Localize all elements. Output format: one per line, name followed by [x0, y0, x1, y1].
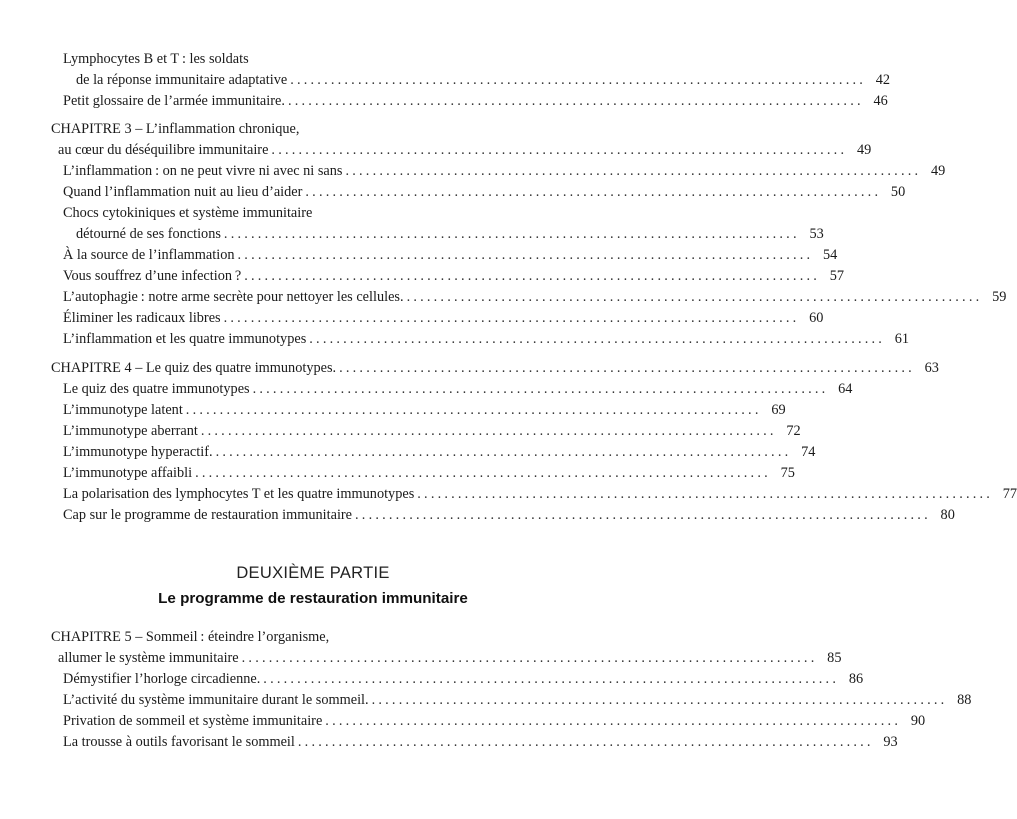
page-number: 90: [910, 713, 926, 729]
toc-entry-title: Le quiz des quatre immunotypes: [63, 381, 250, 397]
toc-entry[interactable]: [63, 421, 801, 441]
chapter-heading: [51, 627, 329, 647]
toc-entry[interactable]: [63, 161, 946, 181]
page-number: 59: [992, 289, 1007, 305]
toc-entry-title: L’immunotype hyperactif.: [63, 444, 213, 460]
toc-entry[interactable]: [76, 70, 891, 90]
toc-entry-title: Lymphocytes B et T : les soldats: [63, 51, 249, 67]
leader-dots: .....................................................................................: [215, 444, 792, 460]
leader-dots: .....................................................................................: [263, 671, 840, 687]
toc-entry[interactable]: [76, 224, 824, 244]
toc-entry[interactable]: [63, 91, 888, 111]
page-number: 64: [838, 381, 853, 397]
page-number: 42: [875, 72, 891, 88]
toc-entry[interactable]: [63, 266, 845, 286]
toc-entry[interactable]: [63, 463, 795, 483]
page-number: 50: [890, 184, 906, 200]
toc-entry[interactable]: [58, 140, 872, 160]
page-number: 61: [894, 331, 910, 347]
toc-entry-title: Éliminer les radicaux libres: [63, 310, 221, 326]
leader-dots: .....................................................................................: [244, 268, 821, 284]
toc-entry-title: Cap sur le programme de restauration immunitaire: [63, 507, 353, 523]
toc-entry[interactable]: [63, 379, 853, 399]
leader-dots: .....................................................................................: [252, 381, 829, 397]
page-number: 85: [827, 650, 842, 666]
toc-entry-title: Chocs cytokiniques et système immunitaire: [63, 205, 313, 221]
toc-entry-title: La trousse à outils favorisant le sommeil: [63, 734, 295, 750]
leader-dots: .....................................................................................: [417, 486, 994, 502]
toc-entry[interactable]: [58, 648, 842, 668]
toc-entry[interactable]: [63, 329, 910, 349]
chapter-title: CHAPITRE 4 – Le quiz des quatre immunotypes.: [51, 360, 337, 376]
page-number: 69: [771, 402, 786, 418]
toc-entry-title: détourné de ses fonctions: [76, 226, 221, 242]
toc-entry[interactable]: [63, 711, 926, 731]
chapter-title: CHAPITRE 5 – Sommeil : éteindre l’organisme,: [51, 629, 330, 645]
page-number: 57: [829, 268, 845, 284]
page-number: 80: [940, 507, 955, 523]
toc-entry[interactable]: [63, 245, 838, 265]
toc-entry-title: L’autophagie : notre arme secrète pour nettoyer les cellules.: [63, 289, 404, 305]
toc-entry[interactable]: [63, 400, 786, 420]
part-label: DEUXIÈME PARTIE: [236, 564, 390, 582]
page-number: 77: [1002, 486, 1017, 502]
chapter-title: CHAPITRE 3 – L’inflammation chronique,: [51, 121, 300, 137]
toc-entry[interactable]: [63, 484, 1017, 504]
toc-entry[interactable]: [63, 505, 955, 525]
page-number: 88: [957, 692, 972, 708]
toc-entry-title: L’inflammation : on ne peut vivre ni avec ni sans: [63, 163, 343, 179]
toc-entry-title: Vous souffrez d’une infection ?: [63, 268, 242, 284]
toc-entry-title: La polarisation des lymphocytes T et les quatre immunotypes: [63, 486, 415, 502]
toc-entry-title: Démystifier l’horloge circadienne.: [63, 671, 261, 687]
page-number: 75: [780, 465, 795, 481]
leader-dots: .....................................................................................: [339, 360, 915, 376]
leader-dots: .....................................................................................: [195, 465, 771, 481]
leader-dots: .....................................................................................: [355, 507, 931, 523]
page-number: 93: [883, 734, 898, 750]
toc-entry[interactable]: [63, 442, 816, 462]
toc-entry-title: Quand l’inflammation nuit au lieu d’aider: [63, 184, 303, 200]
leader-dots: .....................................................................................: [297, 734, 874, 750]
leader-dots: .....................................................................................: [290, 72, 867, 88]
leader-dots: .....................................................................................: [237, 247, 814, 263]
toc-entry[interactable]: [63, 690, 972, 710]
toc-entry[interactable]: [63, 287, 1007, 307]
leader-dots: .....................................................................................: [287, 93, 864, 109]
toc-entry-title: L’immunotype affaibli: [63, 465, 193, 481]
page-number: 60: [809, 310, 824, 326]
toc-entry-title: allumer le système immunitaire: [58, 650, 239, 666]
leader-dots: .....................................................................................: [223, 226, 800, 242]
page-number: 63: [924, 360, 939, 376]
toc-entry: [63, 203, 312, 223]
toc-entry[interactable]: [63, 732, 898, 752]
leader-dots: .....................................................................................: [325, 713, 902, 729]
page-number: 54: [823, 247, 838, 263]
page-number: 49: [930, 163, 946, 179]
toc-entry: [63, 49, 249, 69]
page-number: 46: [873, 93, 888, 109]
part-title: Le programme de restauration immunitaire: [158, 590, 468, 607]
toc-entry-title: Privation de sommeil et système immunitaire: [63, 713, 323, 729]
toc-entry-title: L’activité du système immunitaire durant le sommeil.: [63, 692, 369, 708]
leader-dots: .....................................................................................: [223, 310, 800, 326]
toc-entry-title: de la réponse immunitaire adaptative: [76, 72, 288, 88]
page-number: 49: [856, 142, 872, 158]
toc-entry-title: L’immunotype latent: [63, 402, 183, 418]
chapter-heading: [51, 119, 299, 139]
leader-dots: .....................................................................................: [200, 423, 777, 439]
page-number: 86: [848, 671, 864, 687]
leader-dots: .....................................................................................: [185, 402, 762, 418]
toc-entry-title: au cœur du déséquilibre immunitaire: [58, 142, 269, 158]
leader-dots: .....................................................................................: [371, 692, 948, 708]
toc-entry[interactable]: [63, 669, 864, 689]
leader-dots: .....................................................................................: [305, 184, 882, 200]
toc-entry-title: L’immunotype aberrant: [63, 423, 198, 439]
toc-entry-title: Petit glossaire de l’armée immunitaire.: [63, 93, 285, 109]
toc-entry-title: À la source de l’inflammation: [63, 247, 235, 263]
leader-dots: .....................................................................................: [271, 142, 848, 158]
page-number: 74: [801, 444, 816, 460]
leader-dots: .....................................................................................: [309, 331, 886, 347]
toc-entry[interactable]: [63, 308, 824, 328]
leader-dots: .....................................................................................: [241, 650, 818, 666]
toc-entry-title: L’inflammation et les quatre immunotypes: [63, 331, 307, 347]
chapter-heading[interactable]: [51, 358, 939, 378]
leader-dots: .....................................................................................: [345, 163, 922, 179]
page-number: 53: [809, 226, 824, 242]
page-number: 72: [786, 423, 801, 439]
toc-entry[interactable]: [63, 182, 906, 202]
leader-dots: .....................................................................................: [406, 289, 983, 305]
